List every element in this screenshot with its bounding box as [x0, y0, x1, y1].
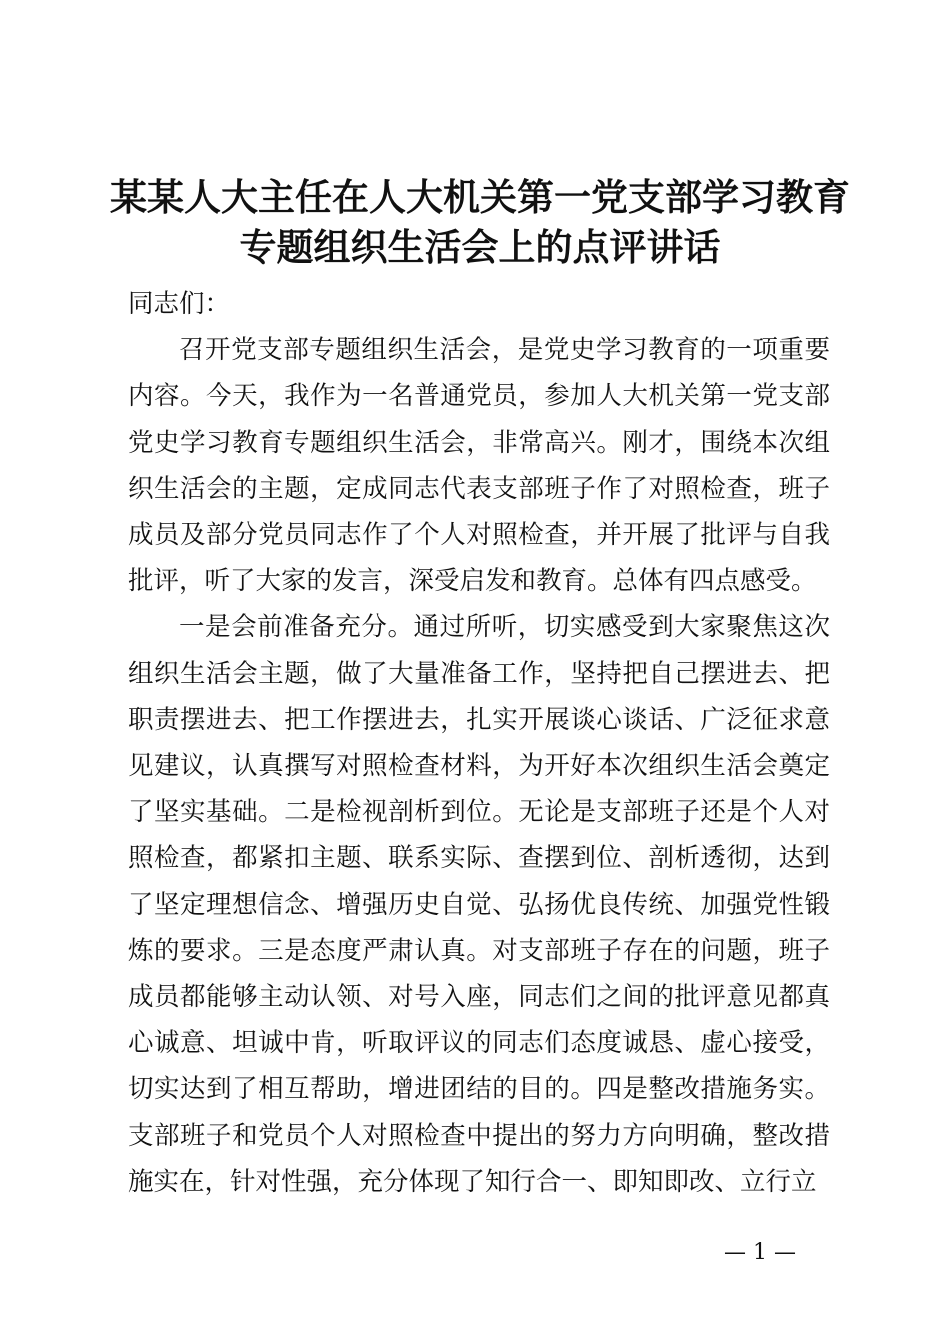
title-line-1: 某某人大主任在人大机关第一党支部学习教育	[110, 175, 850, 219]
paragraph-2: 一是会前准备充分。通过所听，切实感受到大家聚焦这次组织生活会主题，做了大量准备工作，坚持把自己摆进去、把职责摆进去、把工作摆进去，扎实开展谈心谈话、广泛征求意见建议，认真撰写对照检查材料，为开好本次组织生活会奠定了坚实基础。二是检视剖析到位。无论是支部班子还是个人对照检查，都紧扣主题、联系实际、查摆到位、剖析透彻，达到了坚定理想信念、增强历史自觉、弘扬优良传统、加强党性锻炼的要求。三是态度严肃认真。对支部班子存在的问题，班子成员都能够主动认领、对号入座，同志们之间的批评意见都真心诚意、坦诚中肯，听取评议的同志们态度诚恳、虚心接受，切实达到了相互帮助，增进团结的目的。四是整改措施务实。支部班子和党员个人对照检查中提出的努力方向明确，整改措施实在，针对性强，充分体现了知行合一、即知即改、立行立	[128, 612, 830, 1197]
page-number: — 1 —	[724, 1240, 796, 1265]
page-title	[100, 172, 860, 272]
salutation: 同志们：	[128, 289, 231, 319]
document-body	[128, 281, 830, 1205]
paragraph-1: 召开党支部专题组织生活会，是党史学习教育的一项重要内容。今天，我作为一名普通党员，参加人大机关第一党支部党史学习教育专题组织生活会，非常高兴。刚才，围绕本次组织生活会的主题，定成同志代表支部班子作了对照检查，班子成员及部分党员同志作了个人对照检查，并开展了批评与自我批评，听了大家的发言，深受启发和教育。总体有四点感受。	[128, 335, 830, 597]
title-line-2: 专题组织生活会上的点评讲话	[239, 225, 721, 269]
